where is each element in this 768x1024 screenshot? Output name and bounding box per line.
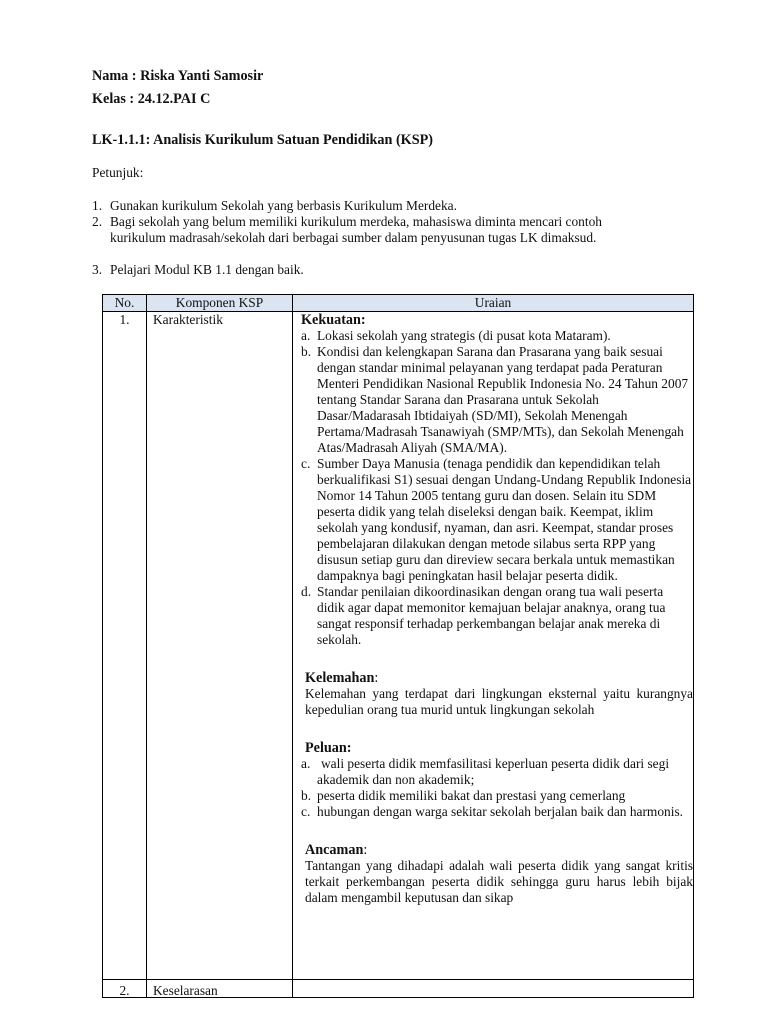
peluang-item <box>299 788 693 804</box>
kekuatan-item <box>299 328 693 344</box>
row-2-number: 2. <box>119 983 130 998</box>
ancaman-text: Tantangan yang dihadapi adalah wali peserta didik yang sangat kritis terkait perkembangan peserta didik sehingga guru harus lebih bijak dalam mengambil keputusan dan sikap <box>305 858 693 905</box>
instruction-number: 1. <box>92 198 103 213</box>
column-divider <box>292 295 293 997</box>
item-label: c. <box>301 456 311 471</box>
item-label: d. <box>301 584 312 599</box>
kekuatan-heading: Kekuatan: <box>301 312 366 328</box>
item-text: Sumber Daya Manusia (tenaga pendidik dan kependidikan telah berkualifikasi S1) sesuai dengan Undang-Undang Republik Indonesia Nomor 14 Tahun 2005 tentang guru dan dosen. Selain itu SDM peserta didik yang telah diseleksi dengan baik. Keempat, iklim sekolah yang kondusif, nyaman, dan asri. Keempat, standar proses pembelajaran dilakukan dengan metode silabus serta RPP yang disusun setiap guru dan direview secara berkala untuk memastikan dampaknya bagi peningkatan hasil belajar peserta didik. <box>317 456 692 583</box>
row-divider <box>103 979 693 980</box>
instruction-text: Bagi sekolah yang belum memiliki kurikulum merdeka, mahasiswa diminta mencari contoh kurikulum madrasah/sekolah dari berbagai sumber dalam penyusunan tugas LK dimaksud. <box>110 214 602 245</box>
item-text: Lokasi sekolah yang strategis (di pusat kota Mataram). <box>317 328 611 343</box>
header-uraian: Uraian <box>474 295 512 310</box>
kekuatan-item <box>299 584 693 648</box>
kekuatan-item <box>299 456 693 584</box>
kekuatan-item <box>299 344 693 456</box>
instruction-item <box>92 198 652 214</box>
instruction-item <box>92 262 652 278</box>
instruction-number: 2. <box>92 214 103 229</box>
instruction-number: 3. <box>92 262 103 277</box>
item-label: a. <box>301 328 311 343</box>
kelemahan-title: Kelemahan <box>305 670 375 686</box>
kelemahan-text: Kelemahan yang terdapat dari lingkungan eksternal yaitu kurangnya kepedulian orang tua murid untuk lingkungan sekolah <box>305 686 693 717</box>
ksp-analysis-table <box>102 294 694 998</box>
item-label: a. <box>301 756 311 771</box>
item-text: Standar penilaian dikoordinasikan dengan orang tua wali peserta didik agar dapat memonitor kemajuan belajar anaknya, orang tua sangat responsif terhadap perkembangan belajar anak mereka di sekolah. <box>317 584 666 647</box>
instruction-text: Pelajari Modul KB 1.1 dengan baik. <box>110 262 304 277</box>
ancaman-title: Ancaman <box>305 842 364 858</box>
peluang-heading: Peluan: <box>305 740 352 756</box>
item-text: Kondisi dan kelengkapan Sarana dan Prasarana yang baik sesuai dengan standar minimal pelayanan yang terdapat pada Peraturan Menteri Pendidikan Nasional Republik Indonesia No. 24 Tahun 2007 tentang Standar Sarana dan Prasarana untuk Sekolah Dasar/Madarasah Ibtidaiyah (SD/MI), Sekolah Menengah Pertama/Madrasah Tsanawiyah (SMP/MTs), dan Sekolah Menengah Atas/Madrasah Aliyah (SMA/MA). <box>317 344 689 455</box>
ancaman-heading: Ancaman: <box>305 842 368 858</box>
student-name: Nama : Riska Yanti Samosir <box>92 68 264 84</box>
item-text: wali peserta didik memfasilitasi keperluan peserta didik dari segi akademik dan non akademik; <box>317 756 670 787</box>
instruction-text: Gunakan kurikulum Sekolah yang berbasis Kurikulum Merdeka. <box>110 198 457 213</box>
row-1-component: Karakteristik <box>153 312 223 327</box>
item-label: c. <box>301 804 311 819</box>
kelemahan-heading: Kelemahan: <box>305 670 379 686</box>
row-2-component: Keselarasan <box>153 983 218 998</box>
item-text: peserta didik memiliki bakat dan prestasi yang cemerlang <box>317 788 626 803</box>
worksheet-title: LK-1.1.1: Analisis Kurikulum Satuan Pendidikan (KSP) <box>92 132 433 148</box>
column-divider <box>146 295 147 997</box>
item-label: b. <box>301 788 312 803</box>
header-komponen: Komponen KSP <box>175 295 264 310</box>
header-no: No. <box>114 295 135 310</box>
uraian-content <box>299 312 693 906</box>
item-label: b. <box>301 344 312 359</box>
instructions-label: Petunjuk: <box>92 165 144 180</box>
peluang-item <box>299 756 693 788</box>
instruction-item <box>92 214 642 246</box>
row-1-number: 1. <box>119 312 130 327</box>
item-text: hubungan dengan warga sekitar sekolah berjalan baik dan harmonis. <box>317 804 684 819</box>
peluang-item <box>299 804 693 820</box>
student-class: Kelas : 24.12.PAI C <box>92 91 211 107</box>
